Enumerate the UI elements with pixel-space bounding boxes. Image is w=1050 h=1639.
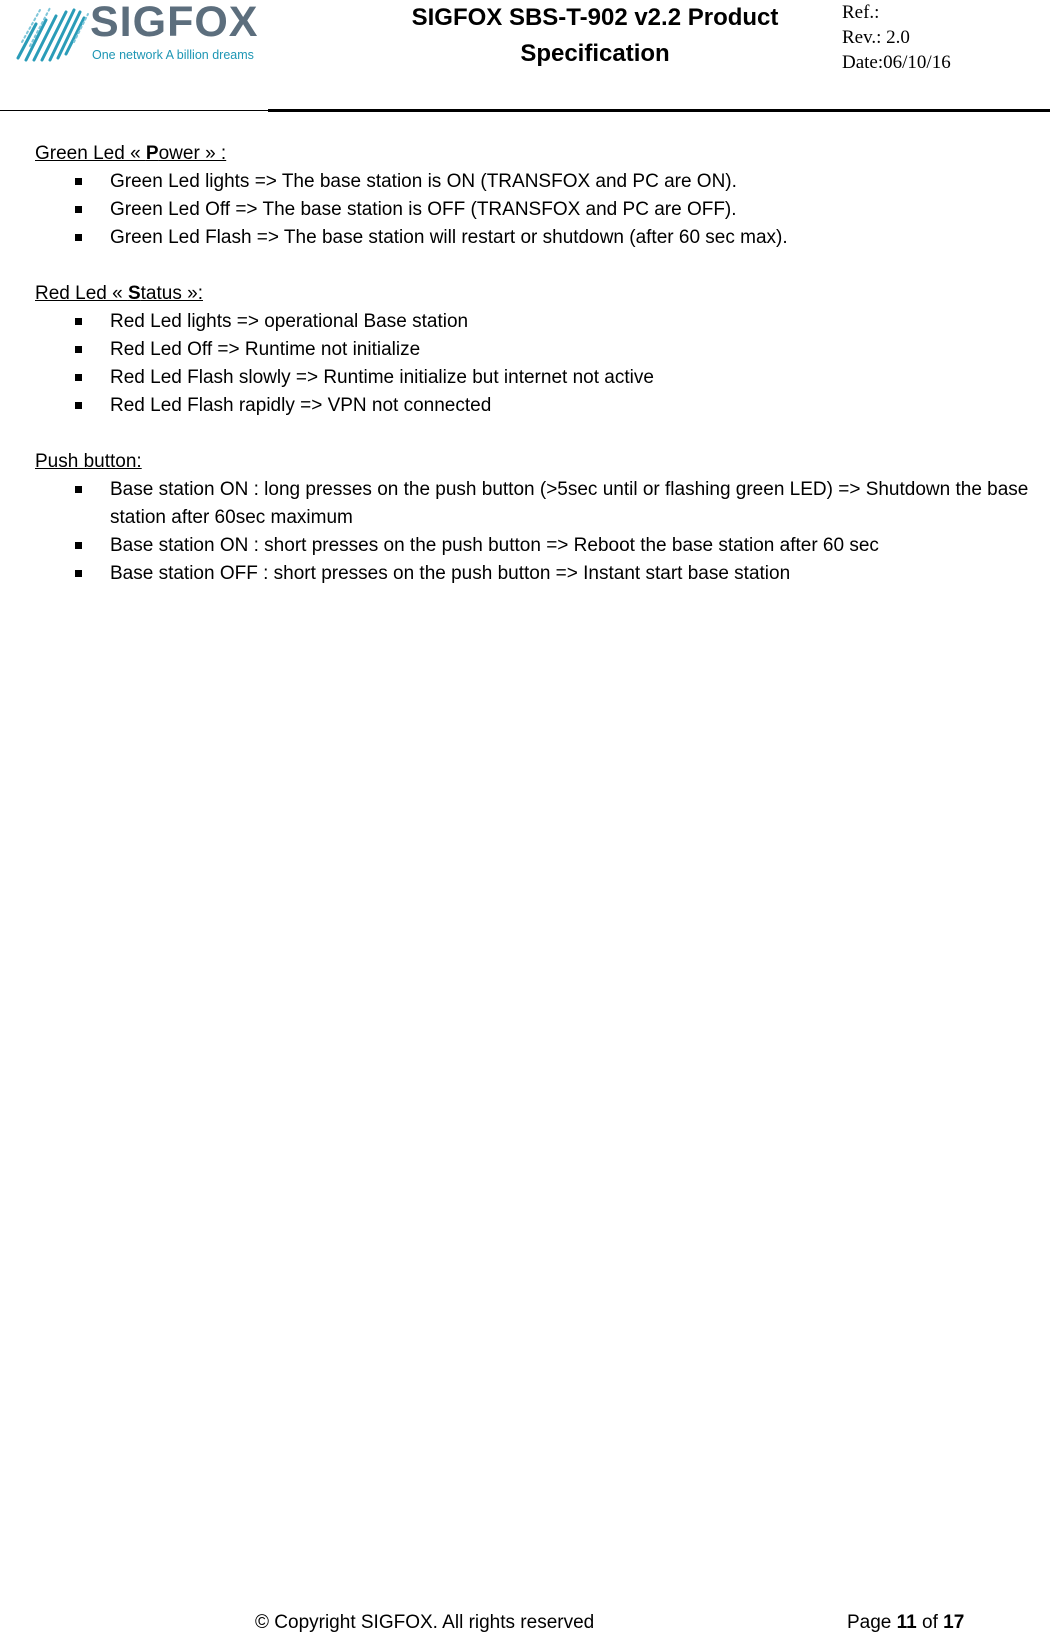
square-bullet-icon xyxy=(75,178,82,185)
page-header xyxy=(0,0,1050,112)
page-of-label: of xyxy=(916,1612,944,1633)
list-item-text: Red Led lights => operational Base station xyxy=(110,311,469,332)
list-item-text: Green Led lights => The base station is ON (TRANSFOX and PC are ON). xyxy=(110,171,737,192)
list-item xyxy=(35,532,1035,560)
revision-label: Rev.: 2.0 xyxy=(842,27,910,48)
page-label: Page xyxy=(847,1612,897,1633)
section-title-push: Push button: xyxy=(35,451,142,472)
list-item xyxy=(35,224,1035,252)
section-title-status xyxy=(35,280,1035,308)
list-item xyxy=(35,168,1035,196)
list-item xyxy=(35,196,1035,224)
title-bold-letter: S xyxy=(127,283,141,304)
copyright-notice: © Copyright SIGFOX. All rights reserved xyxy=(255,1612,595,1633)
document-title-line2: Specification xyxy=(520,40,670,67)
status-led-list xyxy=(35,308,1035,420)
sigfox-logo xyxy=(14,2,276,64)
document-title-line1: SIGFOX SBS-T-902 v2.2 Product xyxy=(411,4,779,31)
list-item xyxy=(35,364,1035,392)
list-item-text: Base station OFF : short presses on the push button => Instant start base station xyxy=(110,563,791,584)
title-prefix: Green Led « xyxy=(35,143,146,164)
square-bullet-icon xyxy=(75,402,82,409)
square-bullet-icon xyxy=(75,346,82,353)
section-power-led xyxy=(35,140,1035,252)
push-button-list xyxy=(35,476,1035,588)
title-suffix: tatus »: xyxy=(140,283,203,304)
list-item xyxy=(35,392,1035,420)
title-prefix: Red Led « xyxy=(35,283,128,304)
list-item-text: Base station ON : long presses on the push button (>5sec until or flashing green LED) => Shutdown the base station after 60sec maximum xyxy=(110,479,1029,528)
square-bullet-icon xyxy=(75,318,82,325)
page-content xyxy=(35,140,1035,616)
header-divider-thick xyxy=(268,109,1050,112)
list-item xyxy=(35,476,1035,532)
list-item-text: Red Led Flash slowly => Runtime initialize but internet not active xyxy=(110,367,654,388)
list-item xyxy=(35,560,1035,588)
square-bullet-icon xyxy=(75,234,82,241)
list-item-text: Green Led Flash => The base station will restart or shutdown (after 60 sec max). xyxy=(110,227,788,248)
list-item-text: Green Led Off => The base station is OFF (TRANSFOX and PC are OFF). xyxy=(110,199,737,220)
title-suffix: ower » : xyxy=(158,143,227,164)
logo-wordmark: SIGFOX xyxy=(90,0,259,46)
logo-tagline: One network A billion dreams xyxy=(92,48,254,62)
square-bullet-icon xyxy=(75,570,82,577)
ref-label: Ref.: xyxy=(842,2,880,23)
list-item xyxy=(35,308,1035,336)
list-item xyxy=(35,336,1035,364)
section-title-power xyxy=(35,140,1035,168)
list-item-text: Red Led Off => Runtime not initialize xyxy=(110,339,421,360)
square-bullet-icon xyxy=(75,542,82,549)
list-item-text: Red Led Flash rapidly => VPN not connected xyxy=(110,395,492,416)
sigfox-wave-icon xyxy=(14,2,90,64)
square-bullet-icon xyxy=(75,374,82,381)
title-bold-letter: P xyxy=(145,143,159,164)
section-status-led xyxy=(35,280,1035,420)
page-number xyxy=(847,1612,964,1634)
page-current: 11 xyxy=(896,1612,917,1633)
square-bullet-icon xyxy=(75,486,82,493)
section-push-button xyxy=(35,448,1035,588)
document-title xyxy=(360,0,830,72)
list-item-text: Base station ON : short presses on the push button => Reboot the base station after 60 sec xyxy=(110,535,879,556)
square-bullet-icon xyxy=(75,206,82,213)
date-label: Date:06/10/16 xyxy=(842,52,951,73)
document-meta xyxy=(842,0,951,75)
header-divider-thin xyxy=(0,110,268,111)
power-led-list xyxy=(35,168,1035,252)
page-total: 17 xyxy=(943,1612,965,1633)
